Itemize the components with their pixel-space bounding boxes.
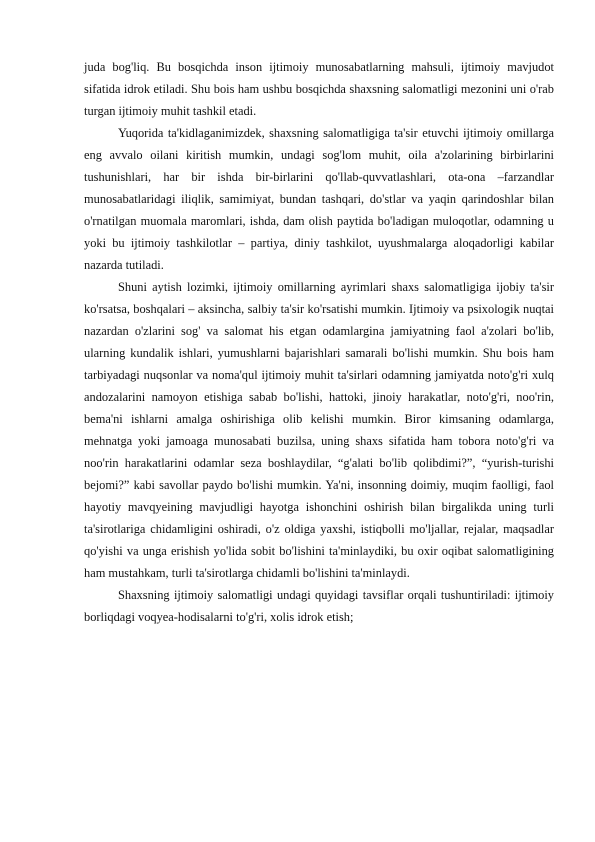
paragraph-influence: Shuni aytish lozimki, ijtimoiy omillarning ayrimlari shaxs salomatligiga ijobiy ta'sir ko'rsatsa, boshqalari – aksincha, salbiy ta'sir ko'rsatishi mumkin. Ijtimoiy va psixologik nuqtai nazardan o'zlarini sog' va salomat his etgan odamlargina jamiyatning faol a'zolari bo'lib, ularning kundalik ishlari, yumushlarni bajarishlari samarali bo'lishi mumkin. Shu bois ham tarbiyadagi nuqsonlar va noma'qul ijtimoiy muhit ta'sirlari odamning jamiyatda noto'g'ri xulq andozalarini namoyon etishiga sabab bo'lishi, hattoki, jinoiy harakatlar, noto'g'ri, noo'rin, bema'ni ishlarni amalga oshirishiga olib kelishi mumkin. Biror kimsaning odamlarga, mehnatga yoki jamoaga munosabati buzilsa, uning shaxs sifatida ham tobora noto'g'ri va noo'rin harakatlarini odamlar seza boshlaydilar, “g'alati bo'lib qolibdimi?”, “yurish-turishi bejomi?” kabi savollar paydo bo'lishi mumkin. Ya'ni, insonning doimiy, muqim faolligi, faol hayotiy mavqyeining mavjudligi hayotga ishonchini oshirish bilan birgalikda uning turli ta'sirotlariga chidamligini oshiradi, o'z oldiga yaxshi, istiqbolli mo'ljallar, rejalar, maqsadlar qo'yishi va unga erishish yo'lida sobit bo'lishini ta'minlaydiki, bu oxir oqibat salomatligining ham mustahkam, turli ta'sirotlarga chidamli bo'lishini ta'minlaydi. <box>84 280 554 580</box>
paragraph-social-health: Shaxsning ijtimoiy salomatligi undagi quyidagi tavsiflar orqali tushuntiriladi: ijtimoiy borliqdagi voqyea-hodisalarni to'g'ri, xolis idrok etish; <box>84 588 554 624</box>
body-text <box>84 56 554 628</box>
paragraph-social-factors: Yuqorida ta'kidlaganimizdek, shaxsning salomatligiga ta'sir etuvchi ijtimoiy omillarga eng avvalo oilani kiritish mumkin, undagi sog'lom muhit, oila a'zolarining birbirlarini tushunishlari, har bir ishda bir-birlarini qo'llab-quvvatlashlari, ota-ona –farzandlar munosabatlaridagi iliqlik, samimiyat, bundan tashqari, do'stlar va yaqin qarindoshlar bilan o'rnatilgan muomala maromlari, ishda, dam olish paytida bo'ladigan muloqotlar, odamning u yoki bu ijtimoiy tashkilotlar – partiya, diniy tashkilot, uyushmalarga aloqadorligi kabilar nazarda tutiladi. <box>84 126 554 272</box>
paragraph-continuation: juda bog'liq. Bu bosqichda inson ijtimoiy munosabatlarning mahsuli, ijtimoiy mavjudot sifatida idrok etiladi. Shu bois ham ushbu bosqichda shaxsning salomatligi mezonini uni o'rab turgan ijtimoiy muhit tashkil etadi. <box>84 60 554 118</box>
